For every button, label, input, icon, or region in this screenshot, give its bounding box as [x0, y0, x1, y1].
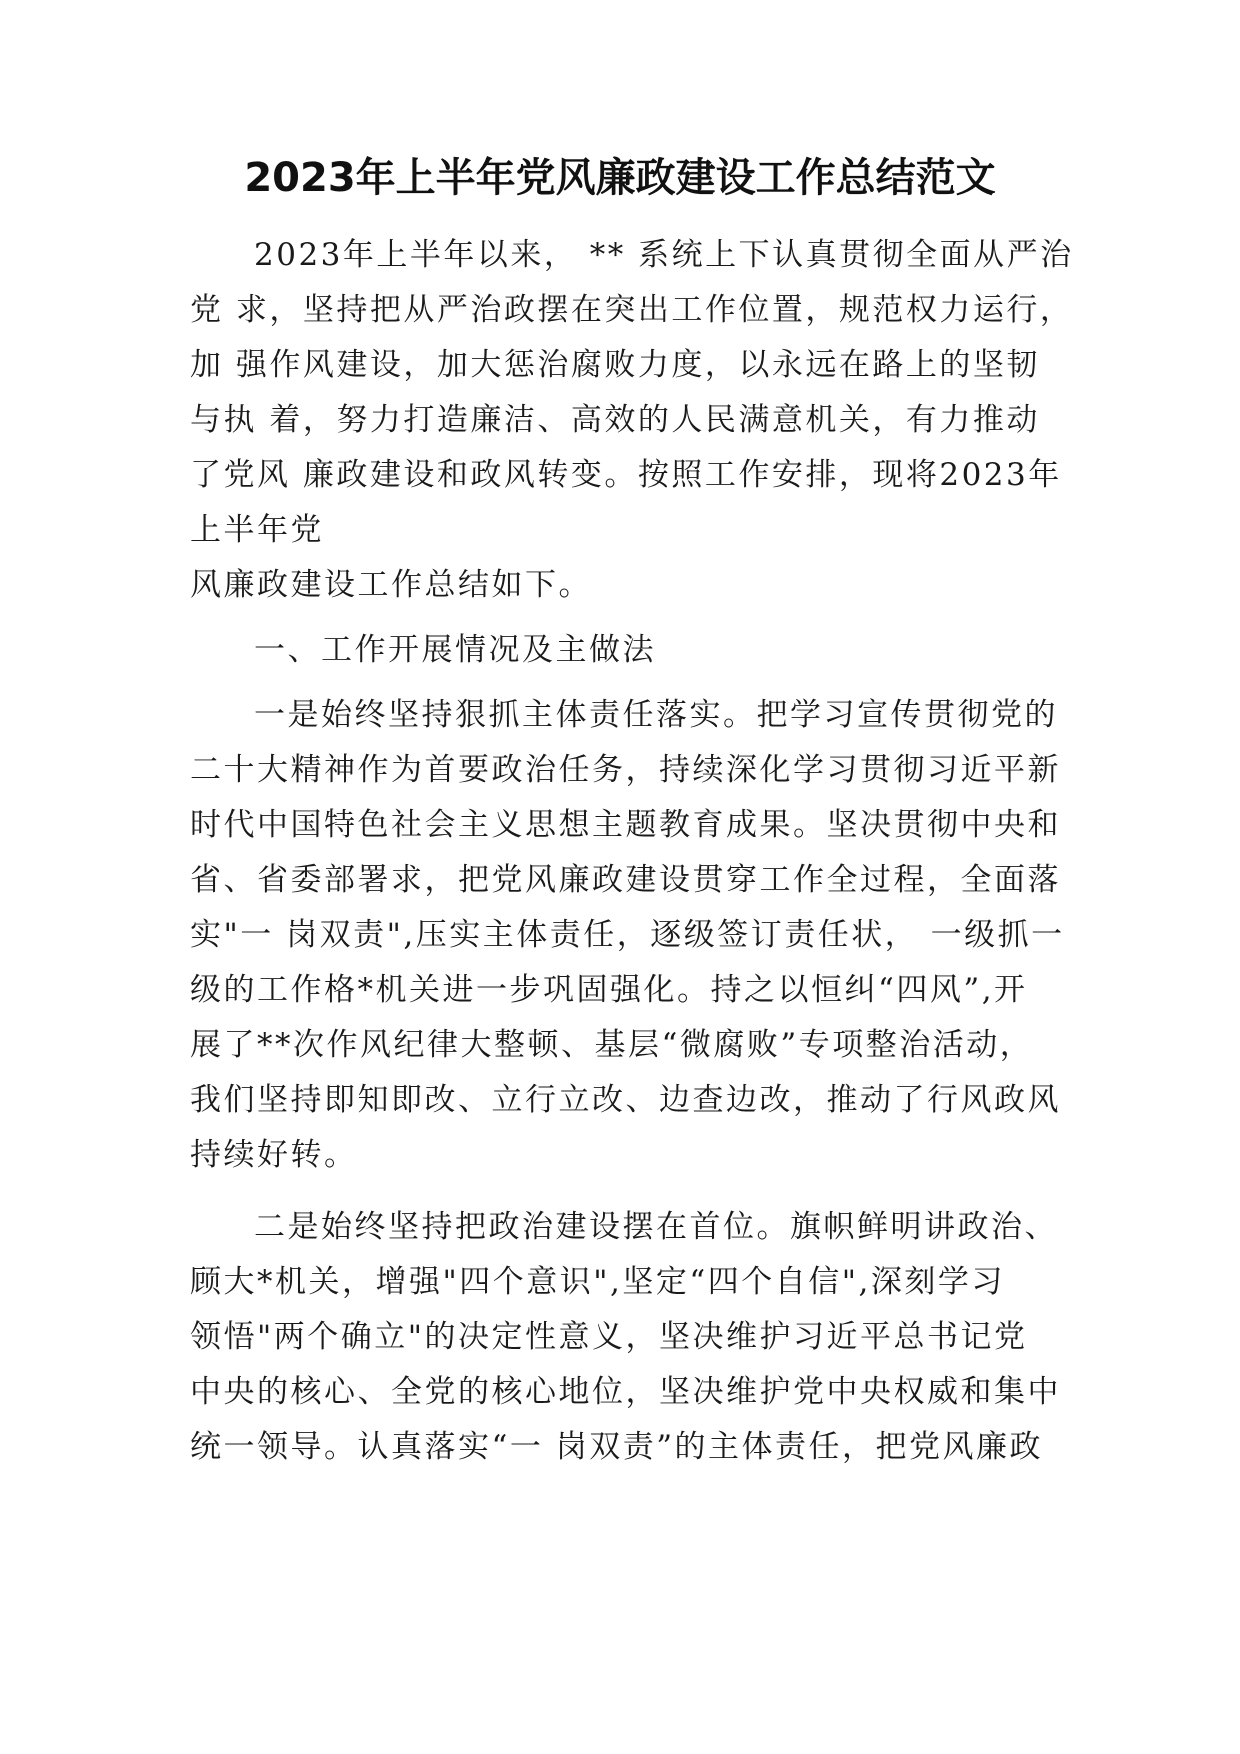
paragraph-second-point [190, 1200, 1060, 1475]
text-line: 2023年上半年以来， ** 系统上下认真贯彻全面从严治 [254, 237, 1074, 273]
text-line: 加 强作风建设，加大惩治腐败力度，以永远在路上的坚韧 [190, 347, 1040, 383]
text-line: 了党风 廉政建设和政风转变。按照工作安排，现将2023年 [190, 457, 1062, 493]
paragraph-intro [190, 228, 1074, 613]
text-line: 风廉政建设工作总结如下。 [190, 567, 592, 603]
text-line: 与执 着，努力打造廉洁、高效的人民满意机关，有力推动 [190, 402, 1040, 438]
text-line: 我们坚持即知即改、立行立改、边查边改，推动了行风政风 [190, 1082, 1061, 1118]
text-line: 实"一 岗双责",压实主体责任，逐级签订责任状， 一级抓一 [190, 917, 1065, 953]
text-line: 级的工作格*机关进一步巩固强化。持之以恒纠“四风”,开 [190, 972, 1028, 1008]
document-body [190, 228, 1074, 1475]
text-line: 时代中国特色社会主义思想主题教育成果。坚决贯彻中央和 [190, 807, 1061, 843]
text-line: 统一领导。认真落实“一 岗双责”的主体责任，把党风廉政 [190, 1429, 1044, 1465]
text-line: 二十大精神作为首要政治任务，持续深化学习贯彻习近平新 [190, 752, 1061, 788]
text-line: 一、工作开展情况及主做法 [254, 632, 656, 668]
paragraph-first-point [190, 688, 1065, 1183]
text-line: 持续好转。 [190, 1137, 358, 1173]
text-line: 上半年党 [190, 512, 324, 548]
text-line: 领悟"两个确立"的决定性意义，坚决维护习近平总书记党 [190, 1319, 1028, 1355]
text-line: 二是始终坚持把政治建设摆在首位。旗帜鲜明讲政治、 [254, 1209, 1058, 1245]
text-line: 展了**次作风纪律大整顿、基层“微腐败”专项整治活动， [190, 1027, 1034, 1063]
text-line: 中央的核心、全党的核心地位，坚决维护党中央权威和集中 [190, 1374, 1061, 1410]
text-line: 顾大*机关，增强"四个意识",坚定“四个自信",深刻学习 [190, 1264, 1005, 1300]
text-line: 党 求，坚持把从严治政摆在突出工作位置，规范权力运行， [190, 292, 1074, 328]
text-line: 一是始终坚持狠抓主体责任落实。把学习宣传贯彻党的 [254, 697, 1058, 733]
section-heading [190, 623, 1060, 678]
text-line: 省、省委部署求，把党风廉政建设贯穿工作全过程，全面落 [190, 862, 1061, 898]
document-title: 2023年上半年党风廉政建设工作总结范文 [244, 155, 996, 201]
